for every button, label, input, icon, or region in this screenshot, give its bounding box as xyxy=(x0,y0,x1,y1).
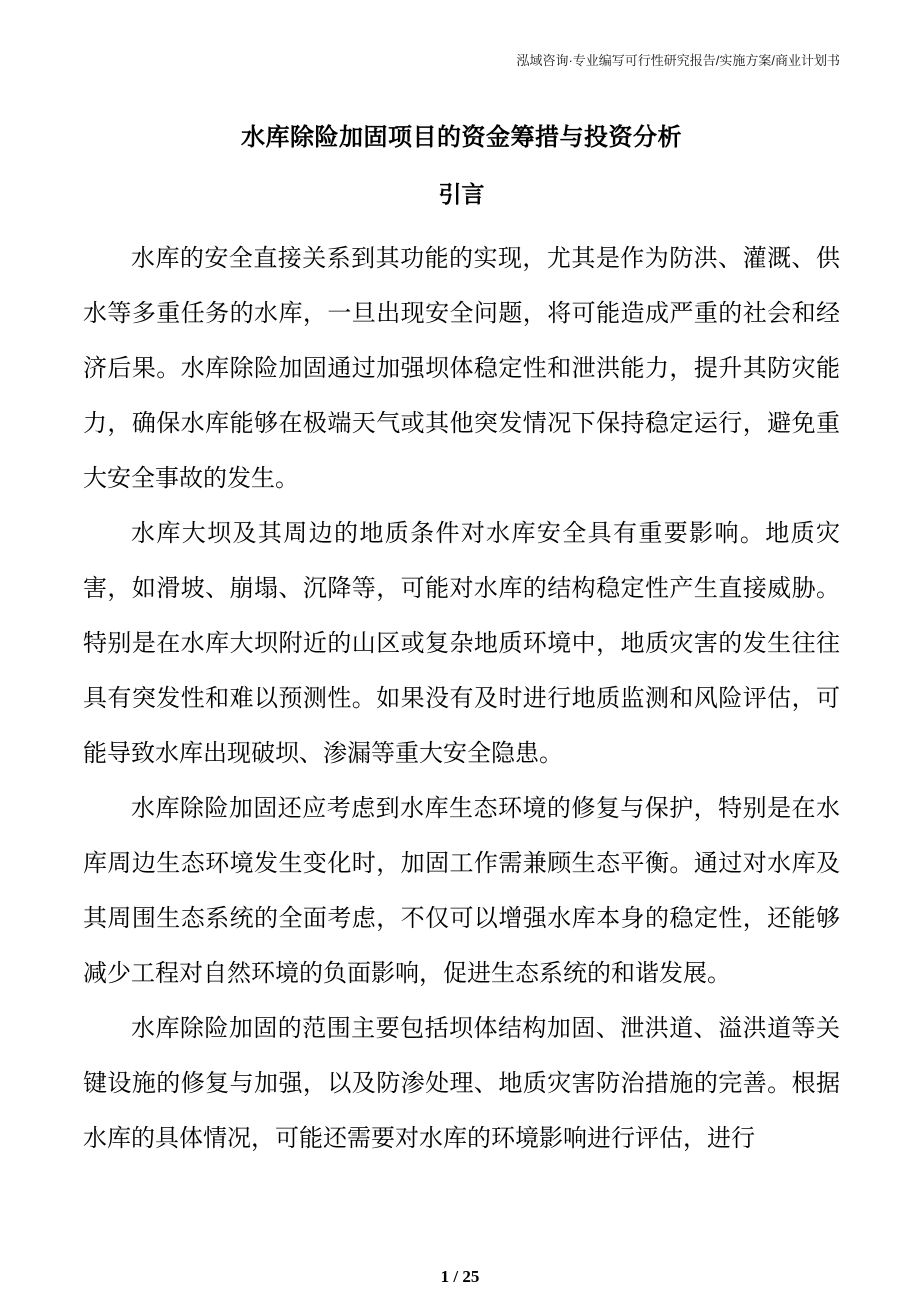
page-header-company-tagline: 泓域咨询·专业编写可行性研究报告/实施方案/商业计划书 xyxy=(516,53,840,68)
document-title: 水库除险加固项目的资金筹措与投资分析 xyxy=(241,124,682,151)
section-heading-introduction: 引言 xyxy=(438,181,485,207)
page-number-indicator: 1 / 25 xyxy=(440,1267,480,1286)
body-paragraph: 水库的安全直接关系到其功能的实现，尤其是作为防洪、灌溉、供水等多重任务的水库，一旦出现安全问题，将可能造成严重的社会和经济后果。水库除险加固通过加强坝体稳定性和泄洪能力，提升其防灾能力，确保水库能够在极端天气或其他突发情况下保持稳定运行，避免重大安全事故的发生。 xyxy=(83,246,840,492)
body-paragraph: 水库大坝及其周边的地质条件对水库安全具有重要影响。地质灾害，如滑坡、崩塌、沉降等，可能对水库的结构稳定性产生直接威胁。特别是在水库大坝附近的山区或复杂地质环境中，地质灾害的发生往往具有突发性和难以预测性。如果没有及时进行地质监测和风险评估，可能导致水库出现破坝、渗漏等重大安全隐患。 xyxy=(83,521,840,767)
document-body xyxy=(83,232,840,1167)
body-paragraph: 水库除险加固的范围主要包括坝体结构加固、泄洪道、溢洪道等关键设施的修复与加强，以及防渗处理、地质灾害防治措施的完善。根据水库的具体情况，可能还需要对水库的环境影响进行评估，进行 xyxy=(83,1016,840,1152)
body-paragraph: 水库除险加固还应考虑到水库生态环境的修复与保护，特别是在水库周边生态环境发生变化时，加固工作需兼顾生态平衡。通过对水库及其周围生态系统的全面考虑，不仅可以增强水库本身的稳定性，还能够减少工程对自然环境的负面影响，促进生态系统的和谐发展。 xyxy=(83,796,840,987)
page-footer xyxy=(0,1268,920,1286)
